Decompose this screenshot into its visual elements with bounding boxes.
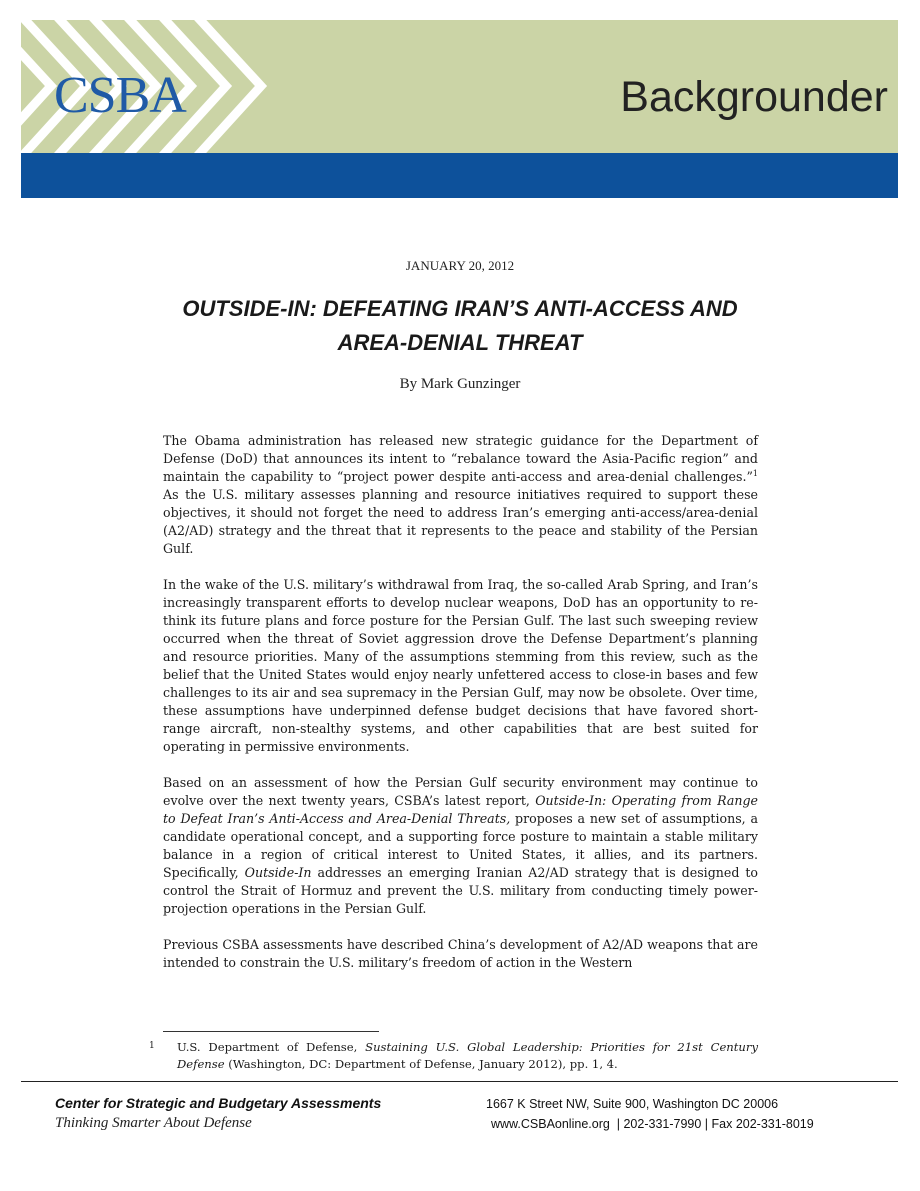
paragraph-1-text-b: As the U.S. military assesses planning and resource initiatives required to support these objectives, it should not forget the need to address Iran’s emerging anti-access/area-denial (A2/AD) strategy and the threat that it represents to the peace and stability of the Persian Gulf.: [163, 487, 758, 556]
csba-logo: CSBA: [54, 67, 186, 124]
paragraph-3-text-b: proposes a new set of assumptions, a candidate operational concept, and a supporting force posture to maintain a stable military balance in a region of critical interest to United States, it allies, and its partners. Specifically,: [163, 811, 758, 880]
website-link[interactable]: www.CSBAonline.org: [491, 1117, 610, 1131]
footnote-text-b: (Washington, DC: Department of Defense, January 2012), pp. 1, 4.: [224, 1057, 618, 1071]
footer-contact: [491, 1117, 814, 1131]
paragraph-4: Previous CSBA assessments have described China’s development of A2/AD weapons that are intended to constrain the U.S. military’s freedom of action in the Western: [163, 937, 758, 970]
banner-green-panel: [21, 20, 898, 153]
title-line-2: AREA-DENIAL THREAT: [337, 330, 583, 355]
footnote-number: 1: [149, 1041, 155, 1051]
footnote-text-a: U.S. Department of Defense,: [177, 1040, 366, 1054]
publication-date: JANUARY 20, 2012: [405, 258, 515, 273]
footer-tagline: Thinking Smarter About Defense: [55, 1115, 252, 1131]
paragraph-3-text-c: addresses an emerging Iranian A2/AD strategy that is designed to control the Strait of Hormuz and prevent the U.S. military from conducting timely power-projection operations in the Persian Gulf.: [163, 865, 758, 916]
footer-divider: [21, 1081, 898, 1082]
paragraph-2: In the wake of the U.S. military’s withdrawal from Iraq, the so-called Arab Spring, and Iran’s increasingly transparent efforts to develop nuclear weapons, DoD has an opportunity to re-think its future plans and force posture for the Persian Gulf. The last such sweeping review occurred when the threat of Soviet aggression drove the Defense Department’s planning and resource priorities. Many of the assumptions stemming from this review, such as the belief that the United States would enjoy nearly unfettered access to close-in bases and few challenges to its air and sea supremacy in the Persian Gulf, may now be obsolete. Over time, these assumptions have underpinned defense budget decisions that have favored short-range aircraft, non-stealthy systems, and other capabilities that are best suited for operating in permissive environments.: [163, 577, 758, 754]
report-title: Outside-In: Operating from Range to Defeat Iran’s Anti-Access and Area-Denial Threats,: [163, 793, 758, 826]
footnote-1: [149, 1038, 758, 1073]
paragraph-1-text-a: The Obama administration has released new strategic guidance for the Department of Defense (DoD) that announces its intent to “rebalance toward the Asia-Pacific region” and maintain the capability to “project power despite anti-access and area-denial challenges.”: [163, 433, 758, 484]
footnote-divider: [163, 1031, 379, 1032]
backgrounder-title: Backgrounder: [620, 73, 888, 121]
paragraph-1: [163, 432, 758, 558]
document-title: [0, 292, 920, 360]
paragraph-3-text-a: Based on an assessment of how the Persian Gulf security environment may continue to evolve over the next twenty years, CSBA’s latest report,: [163, 775, 758, 808]
header-banner: [21, 20, 898, 198]
article-body: [163, 432, 758, 990]
banner-blue-bar: [21, 153, 898, 198]
footnote-source-title: Sustaining U.S. Global Leadership: Priorities for 21st Century Defense: [177, 1040, 758, 1071]
phone-fax: | 202-331-7990 | Fax 202-331-8019: [609, 1117, 814, 1131]
title-line-1: OUTSIDE-IN: DEFEATING IRAN’S ANTI-ACCESS AND: [182, 296, 738, 321]
footnote-body: [149, 1038, 758, 1073]
footer-address: 1667 K Street NW, Suite 900, Washington DC 20006: [486, 1097, 779, 1111]
author-byline: By Mark Gunzinger: [399, 376, 521, 392]
footer-organization: Center for Strategic and Budgetary Assessments: [55, 1095, 382, 1111]
footnote-ref-1[interactable]: 1: [752, 469, 758, 478]
report-short-title: Outside-In: [244, 865, 312, 880]
paragraph-3: [163, 774, 758, 918]
